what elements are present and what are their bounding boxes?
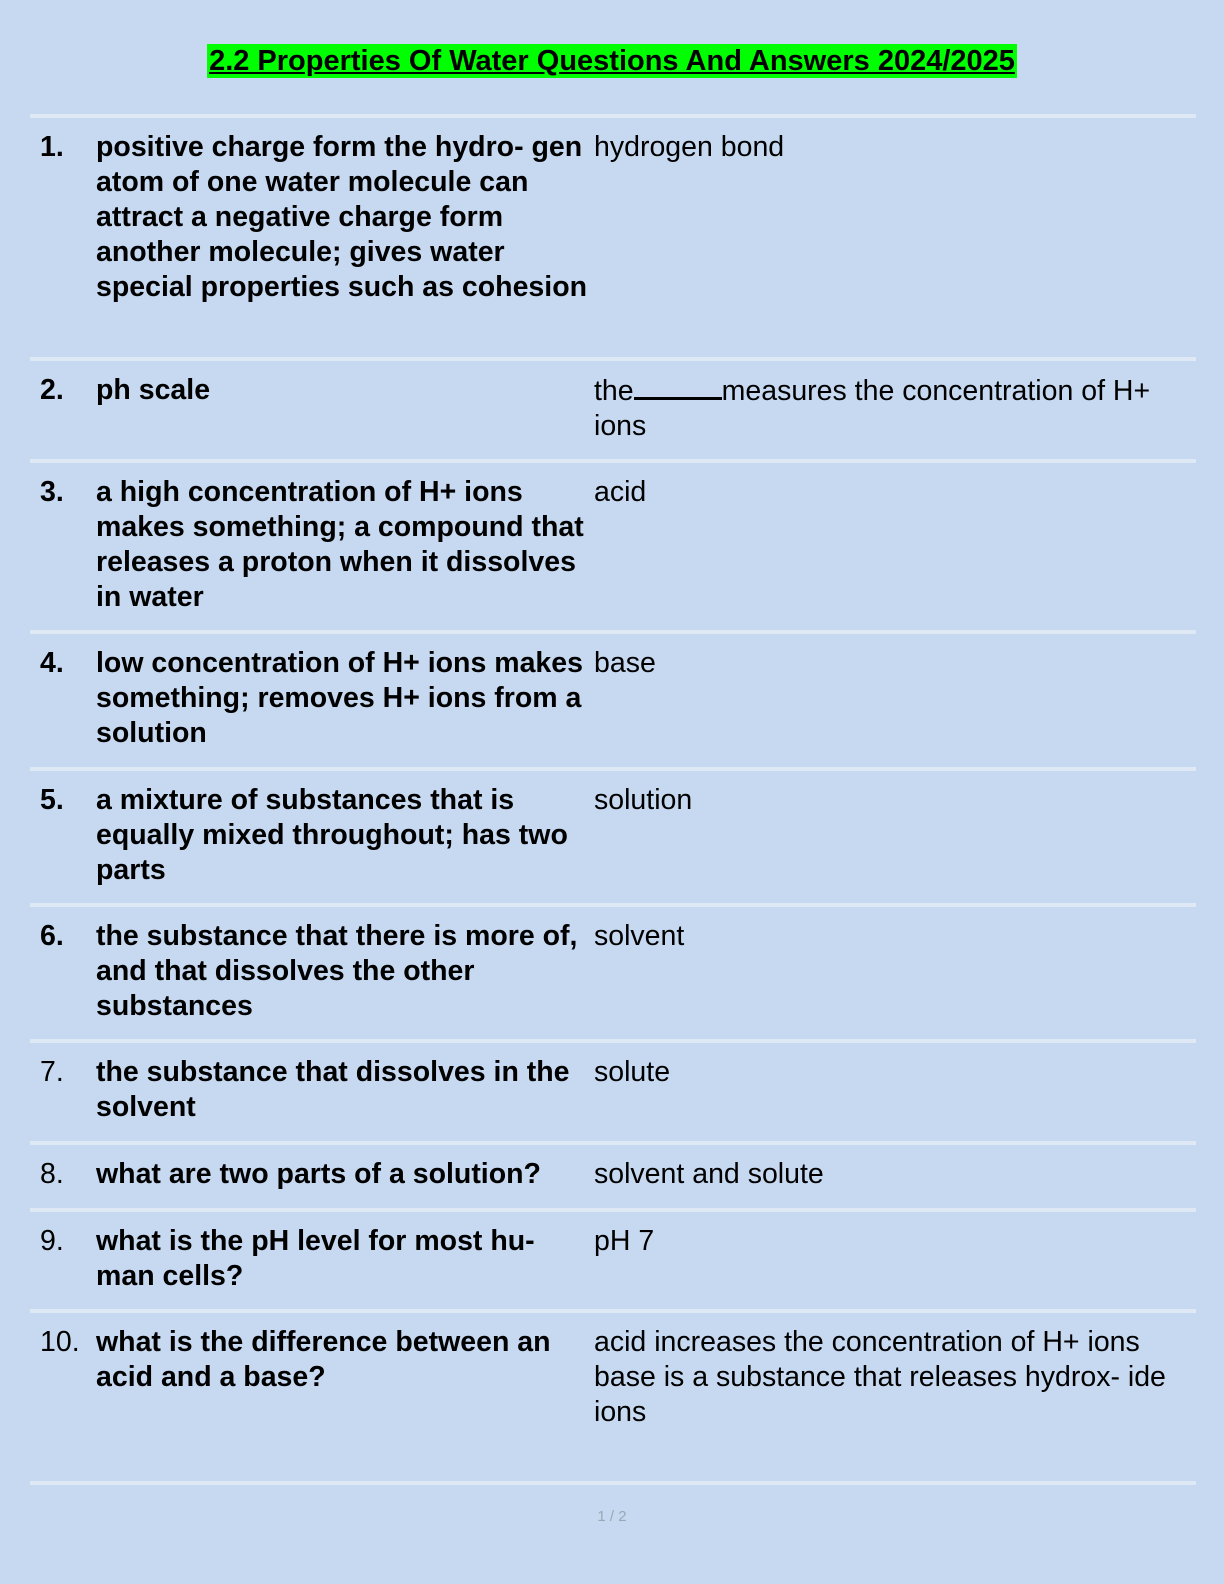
qa-row-10 — [30, 1313, 1196, 1485]
question-text: what is the difference between an acid and a base? — [96, 1326, 551, 1393]
qa-row-2 — [30, 361, 1196, 463]
question-number: 7. — [40, 1056, 64, 1088]
question-text: a high concentration of H+ ions makes something; a compound that releases a proton when it dissolves in water — [96, 476, 584, 613]
question-number: 3. — [40, 476, 64, 508]
qa-row-4 — [30, 634, 1196, 771]
answer-text: solution — [594, 784, 693, 816]
page-indicator: 1 / 2 — [597, 1508, 627, 1525]
question-text: low concentration of H+ ions makes something; removes H+ ions from a solution — [96, 647, 583, 749]
qa-row-5 — [30, 771, 1196, 907]
question-text: ph scale — [96, 374, 211, 406]
qa-row-8 — [30, 1145, 1196, 1212]
answer-text: pH 7 — [594, 1225, 655, 1257]
answer-line: base is a substance that releases hydrox- ide ions — [594, 1361, 1166, 1428]
question-number: 2. — [40, 374, 64, 406]
answer-text: hydrogen bond — [594, 131, 785, 163]
answer-text: acid — [594, 476, 647, 508]
question-number: 10. — [40, 1326, 80, 1358]
qa-list — [30, 114, 1196, 1485]
question-number: 4. — [40, 647, 64, 679]
fill-in-blank — [634, 373, 722, 400]
answer-line: acid increases the concentration of H+ ions — [594, 1326, 1140, 1358]
answer-after-blank: measures the concentration of H+ ions — [594, 375, 1151, 442]
page-title: 2.2 Properties Of Water Questions And Answers 2024/2025 — [209, 45, 1015, 77]
qa-row-1 — [30, 118, 1196, 361]
question-text: a mixture of substances that is equally mixed throughout; has two parts — [96, 784, 568, 886]
question-text: positive charge form the hydro- gen atom of one water molecule can attract a negative charge form another molecule; gives water special properties such as cohesion — [96, 131, 588, 303]
question-text: the substance that there is more of, and that dissolves the other substances — [96, 920, 578, 1022]
qa-row-9 — [30, 1212, 1196, 1313]
question-text: what are two parts of a solution? — [96, 1158, 541, 1190]
answer-text: solute — [594, 1056, 671, 1088]
question-text: what is the pH level for most hu- man cells? — [96, 1225, 535, 1292]
qa-row-3 — [30, 463, 1196, 634]
answer-text: base — [594, 647, 656, 679]
qa-row-7 — [30, 1043, 1196, 1145]
question-number: 8. — [40, 1158, 64, 1190]
answer-text — [592, 1325, 1196, 1430]
answer-text: solvent — [594, 920, 685, 952]
question-number: 5. — [40, 784, 64, 816]
question-number: 9. — [40, 1225, 64, 1257]
question-number: 1. — [40, 131, 64, 163]
question-text: the substance that dissolves in the solvent — [96, 1056, 570, 1123]
answer-text: solvent and solute — [594, 1158, 824, 1190]
question-number: 6. — [40, 920, 64, 952]
answer-before-blank: the — [594, 375, 634, 407]
title-container — [0, 44, 1224, 78]
answer-text — [592, 373, 1196, 444]
qa-row-6 — [30, 907, 1196, 1043]
